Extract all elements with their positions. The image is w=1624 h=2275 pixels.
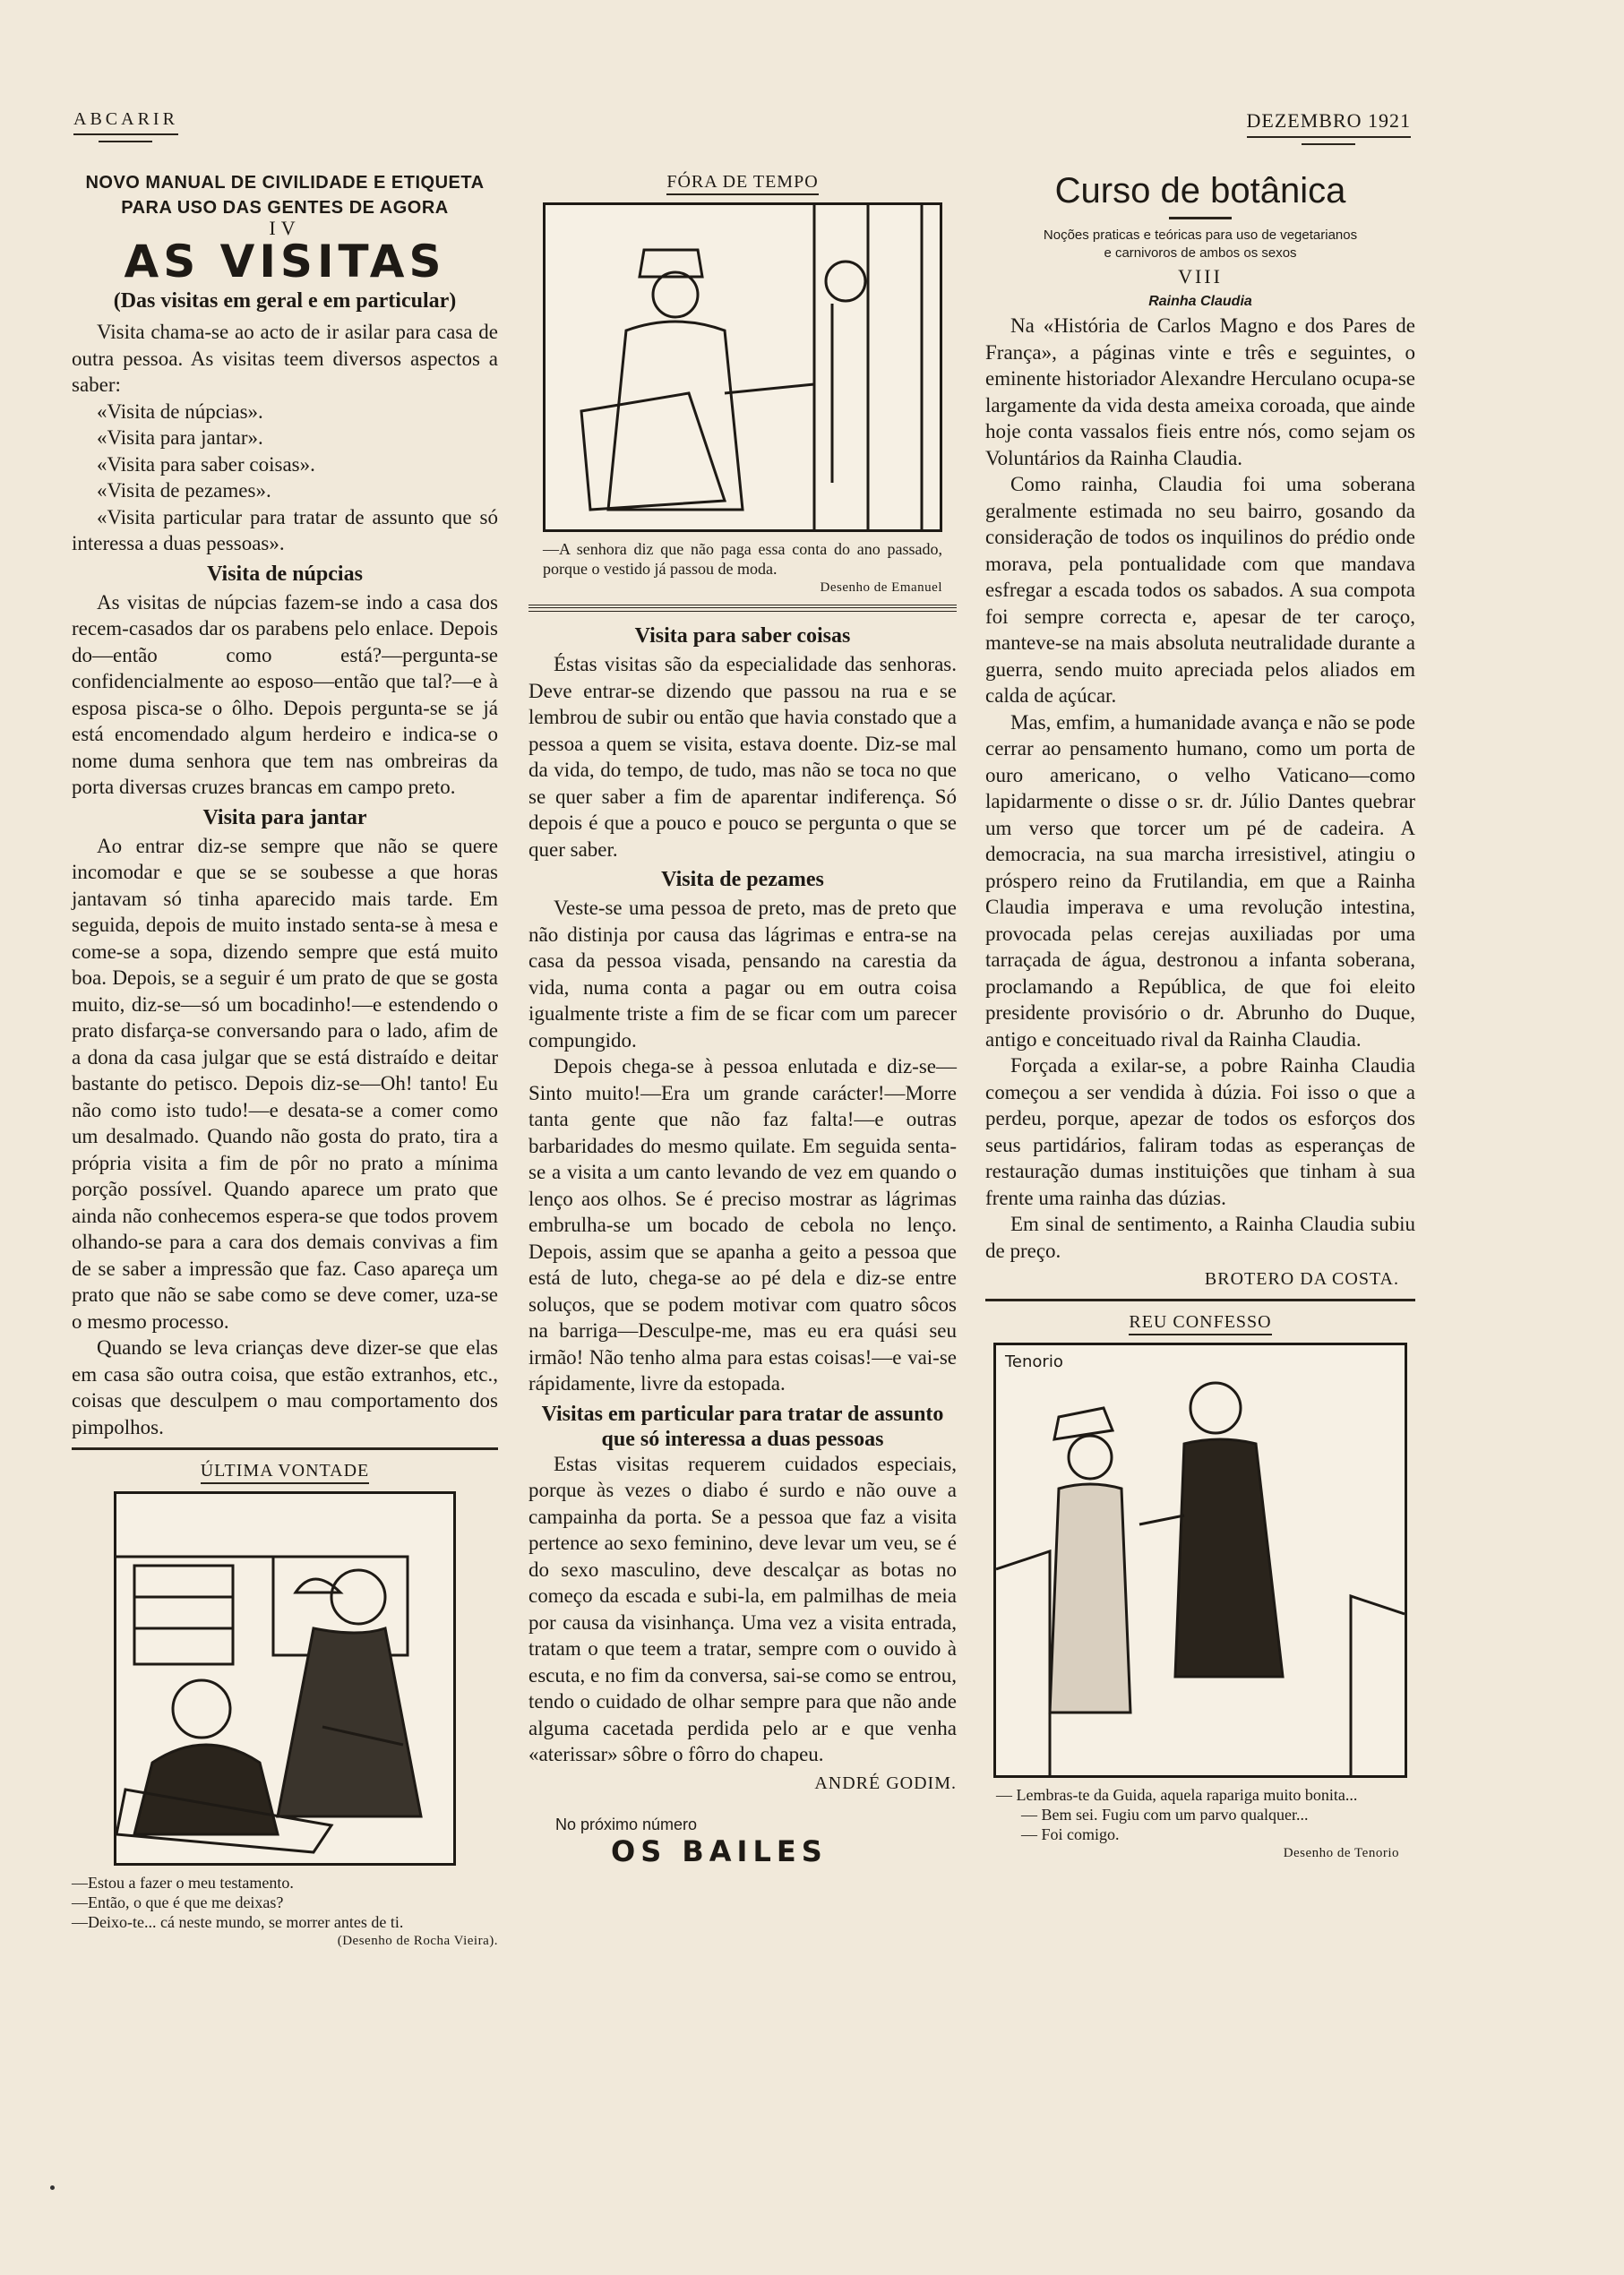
- cartoon-credit: Desenho de Emanuel: [820, 580, 942, 595]
- section-heading: Visita para jantar: [202, 805, 367, 829]
- section-paragraph: Mas, emfim, a humanidade avança e não se pode cerrar ao pensamento humano, como um porta de ouro americano, o velho Vaticano—como lapidarmente o disse o sr. dr. Júlio Dantes quebrar um verso que torcer um pé de cadeira. A democracia, na sua marcha irresistivel, atingiu o próspero reino da Frutilandia, em que a Rainha Claudia imperava e uma revolução intestina, provocada pelas cerejas auxiliadas por uma tarraçada de água, destronou a infanta soberana, proclamando a República, de que foi eleito presidente provisório o dr. Abrunho do Duque, antigo e conceituado rival da Rainha Claudia.: [985, 710, 1415, 1051]
- article-title: Curso de botânica: [1054, 171, 1346, 210]
- divider: [72, 1447, 498, 1450]
- part-number: VIII: [1178, 265, 1223, 288]
- column-botanica: [985, 170, 1415, 1861]
- section-heading: Visita para saber coisas: [634, 624, 851, 648]
- article-subtitle: (Das visitas em geral e em particular): [113, 289, 457, 313]
- ink-speck: [50, 2185, 55, 2190]
- list-item: «Visita particular para tratar de assunto que só interessa a duas pessoas».: [72, 505, 498, 554]
- list-item: «Visita para jantar».: [97, 426, 263, 449]
- section-paragraph: Na «História de Carlos Magno e dos Pares de França», a páginas vinte e três e seguintes, o eminente historiador Alexandre Herculano ocupa-se largamente da vida desta ameixa coroada, que ainde hoje conta vassalos fieis entre nós, como sejam os Voluntários da Rainha Claudia.: [985, 314, 1415, 469]
- article-subtitle: Noções praticas e teóricas para uso de vegetarianos: [1043, 228, 1358, 243]
- cartoon-drawing-icon: [996, 1345, 1405, 1775]
- cartoon-caption: —Estou a fazer o meu testamento.: [72, 1874, 294, 1892]
- section-paragraph: Depois chega-se à pessoa enlutada e diz-se—Sinto muito!—Era um grande carácter!—Morre tanta gente que não faz falta!—e outras barbaridades do mesmo quilate. Em seguida senta-se a visita a um canto levando de vez em quando o lenço aos olhos. Se é preciso mostrar as lágrimas embrulha-se um bocado de cebola no lenço. Depois, assim que se apanha a geito a pessoa que está de luto, chega-se ao pé dela e diz-se entre soluços, que se podem motivar com quatro sôcos na barriga—Desculpe-me, mas eu era quási seu irmão! Não tenho alma para estas coisas!—e vai-se rápidamente, livre da estopada.: [528, 1055, 957, 1395]
- issue-date: DEZEMBRO 1921: [1247, 109, 1412, 138]
- author-signature: ANDRÉ GODIM.: [814, 1773, 957, 1793]
- cartoon-caption: — Bem sei. Fugiu com um parvo qualquer...: [1021, 1806, 1309, 1824]
- section-paragraph: Ao entrar diz-se sempre que não se quere incomodar e que se se soubesse a que horas jantavam só tinha aparecido mais tarde. Em seguida, depois de muito instado senta-se à mesa e come-se a sopa, dizendo sempre que está muito boa. Depois, se a seguir é um prato de que se gosta muito, diz-se—só um bocadinho!—e estendendo o prato disfarça-se conversando para o lado, afim de a dona da casa julgar que se está distraído e deitar bastante do petisco. Depois diz-se—Oh! tanto! Eu não como isto tudo!—e desata-se a comer como um desalmado. Quando não gosta do prato, tira a própria visita a fim de pôr no prato a mínima porção possível. Quando aparece um prato que ainda não conhecemos espera-se que todos provem olhando-se para a cara dos demais convivas a fim de se saber a impressão que faz. Caso apareça um prato que não se sabe como se deve comer, uza-se o mesmo processo.: [72, 834, 498, 1333]
- cartoon-caption: —Então, o que é que me deixas?: [72, 1893, 284, 1911]
- cartoon-testament: [114, 1491, 456, 1866]
- cartoon-credit: Desenho de Tenorio: [1283, 1846, 1399, 1860]
- cartoon-drawing-icon: [116, 1494, 453, 1863]
- cartoon-drawing-icon: [546, 205, 940, 529]
- section-paragraph: Estas visitas requerem cuidados especiais, porque às vezes o diabo é surdo e não ouve a campainha da porta. Se a pessoa que faz a visita pertence ao sexo feminino, deve levar um veu, se é do sexo masculino, deve descalçar as botas no começo da escada e subi-la, em palmilhas de meia por causa da visinhança. Uma vez a visita entrada, tratam o que teem a tratar, sempre com o ouvido à escuta, e no fim da conversa, sai-se como se entrou, tendo o cuidado de olhar sempre para que não ande alguma cacetada perdida pelo ar e que venha «aterissar» sôbre o fôrro do chapeu.: [528, 1452, 957, 1765]
- part-number: IV: [269, 217, 301, 239]
- cartoon-caption: —Deixo-te... cá neste mundo, se morrer antes de ti.: [72, 1913, 404, 1931]
- divider: [528, 605, 957, 612]
- section-heading: Visita de núpcias: [207, 562, 363, 586]
- column-visitas: [72, 170, 498, 1949]
- cartoon-credit: (Desenho de Rocha Vieira).: [337, 1934, 498, 1948]
- next-issue-label: No próximo número: [555, 1815, 698, 1833]
- artist-mark: Tenorio: [1005, 1352, 1063, 1371]
- section-name: Rainha Claudia: [1148, 294, 1252, 309]
- article-subtitle: e carnivoros de ambos os sexos: [1104, 245, 1297, 261]
- kicker-line-2: PARA USO DAS GENTES DE AGORA: [121, 198, 449, 218]
- section-paragraph: Forçada a exilar-se, a pobre Rainha Claudia começou a ser vendida à dúzia. Foi isso o que a perdeu, porque, apezar de todos os esforços dos seus partidários, faliram todas as esperanças de restauração dumas instituições que tinham à sua frente uma rainha das dúzias.: [985, 1054, 1415, 1209]
- article-title: AS VISITAS: [124, 236, 446, 288]
- cartoon-reu-confesso: [993, 1343, 1407, 1778]
- section-paragraph: Éstas visitas são da especialidade das senhoras. Deve entrar-se dizendo que passou na rua e se lembrou de subir ou então que havia constado que a pessoa a quem se visita, estava doente. Diz-se mal da vida, do tempo, de tudo, mas não se toca no que se quer saber a fim de aparentar indiferença. Só depois é que a pouco e pouco se pergunta o que se quer saber.: [528, 653, 957, 861]
- list-item: «Visita de núpcias».: [97, 399, 263, 423]
- cartoon-title: REU CONFESSO: [985, 1310, 1415, 1334]
- cartoon-title: ÚLTIMA VONTADE: [72, 1459, 498, 1482]
- divider: [985, 1299, 1415, 1301]
- list-item: «Visita para saber coisas».: [97, 452, 315, 476]
- cartoon-caption: — Foi comigo.: [1021, 1825, 1120, 1843]
- section-paragraph: Como rainha, Claudia foi uma soberana geralmente estimada no seu bairro, gosando da consideração de todos os inquilinos do prédio onde morava, pela pontualidade com que mandava esfregar a escada todos os sabados. A sua compota foi sempre correcta e, apesar de ter caroço, manteve-se na mais absoluta neutralidade durante a guerra, sendo muito apreciada pelos aliados em calda de açúcar.: [985, 473, 1415, 707]
- divider: [1169, 217, 1232, 219]
- author-signature: BROTERO DA COSTA.: [1204, 1269, 1399, 1289]
- section-paragraph: Em sinal de sentimento, a Rainha Claudia subiu de preço.: [985, 1213, 1415, 1262]
- section-heading: Visita de pezames: [661, 868, 824, 891]
- kicker-line-1: NOVO MANUAL DE CIVILIDADE E ETIQUETA: [85, 173, 485, 193]
- section-paragraph: As visitas de núpcias fazem-se indo a casa dos recem-casados dar os parabens pelo enlace. Depois do—então como está?—pergunta-se confidencialmente ao esposo—então que tal?—e à esposa pisca-se o ôlho. Depois pergunta-se se já está encomendado algum herdeiro e indica-se o nome duma senhora que tem nas ombreiras da porta diversas cruzes brancas em campo preto.: [72, 590, 498, 798]
- section-paragraph: Quando se leva crianças deve dizer-se que elas em casa são outra coisa, que estão extranhos, etc., coisas que desculpem o mau comportamento dos pimpolhos.: [72, 1336, 498, 1438]
- list-item: «Visita de pezames».: [97, 479, 271, 502]
- cartoon-fora-de-tempo: [543, 202, 942, 532]
- section-heading: Visitas em particular para tratar de assunto: [541, 1402, 944, 1426]
- cartoon-title: FÓRA DE TEMPO: [528, 170, 957, 193]
- next-issue-title: OS BAILES: [611, 1833, 828, 1868]
- cartoon-caption: — Lembras-te da Guida, aquela rapariga muito bonita...: [996, 1786, 1358, 1804]
- masthead-left: ABCARIR: [73, 109, 178, 135]
- column-middle: [528, 170, 957, 1868]
- cartoon-caption: —A senhora diz que não paga essa conta do ano passado, porque o vestido já passou de moda.: [543, 540, 942, 578]
- section-heading: que só interessa a duas pessoas: [601, 1427, 884, 1451]
- intro-paragraph: Visita chama-se ao acto de ir asilar para casa de outra pessoa. As visitas teem diversos aspectos a saber:: [72, 321, 498, 396]
- section-paragraph: Veste-se uma pessoa de preto, mas de preto que não distinja por causa das lágrimas e entra-se na casa da pessoa visada, pensando na carestia da vida, numa conta a pagar ou em outra coisa igualmente triste a fim de se ficar com um parecer compungido.: [528, 897, 957, 1052]
